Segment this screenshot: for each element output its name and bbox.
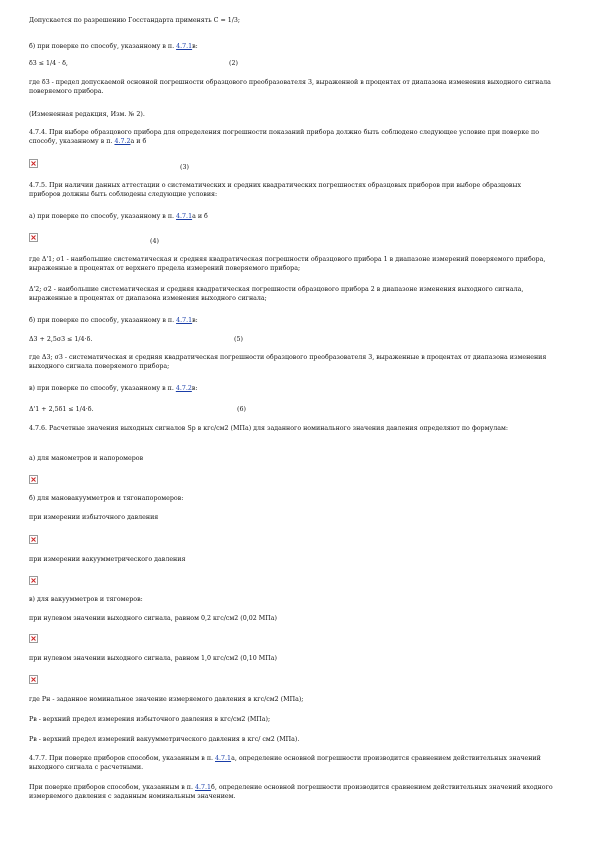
section-link[interactable]: 4.7.2: [114, 137, 131, 145]
text: в) при поверке по способу, указанному в п.: [29, 385, 176, 392]
paragraph-with-link: [29, 755, 554, 772]
paragraph-with-link: [29, 317, 554, 326]
equation-number: (5): [234, 336, 243, 343]
paragraph-with-link: [29, 385, 554, 394]
paragraph-with-link: [29, 784, 554, 801]
broken-image-icon: [29, 159, 38, 168]
broken-image-icon: [29, 535, 38, 544]
paragraph: где δЗ - предел допускаемой основной погрешности образцового преобразователя 3, выраженной в процентах от диапазона изменения выходного сигнала поверяемого прибора.: [29, 79, 551, 95]
text: 4.7.4. При выборе образцового прибора для определения погрешности показаний прибора должно быть соблюдено следующее условие при поверке по способу, указанному в п.: [29, 129, 539, 145]
paragraph: а) для манометров и напоромеров: [29, 455, 144, 462]
text: в:: [192, 43, 198, 50]
paragraph: где Pн - заданное номинальное значение измеряемого давления в кгс/см2 (МПа);: [29, 696, 304, 703]
paragraph: Pв - верхний предел измерения избыточного давления в кгс/см2 (МПа);: [29, 716, 271, 723]
equation-number: (6): [237, 406, 246, 413]
broken-image-icon: [29, 576, 38, 585]
section-link[interactable]: 4.7.1: [215, 755, 232, 762]
paragraph: при нулевом значении выходного сигнала, равном 1,0 кгс/см2 (0,10 МПа): [29, 655, 277, 662]
broken-image-icon: [29, 634, 38, 643]
paragraph: при измерении вакуумметрического давления: [29, 556, 186, 563]
section-link[interactable]: 4.7.1: [195, 784, 212, 791]
paragraph: Δ'2; σ2 - наибольшие систематическая и средняя квадратическая погрешности образцового прибора 2 в диапазоне изменения выходного сигнала, выраженные в процентах от диапазона изменения выходного сигнала;: [29, 286, 524, 302]
text: б) при поверке по способу, указанному в п.: [29, 43, 177, 50]
paragraph: где Δ3; σ3 - систематическая и средняя квадратическая погрешности образцового преобразователя 3, выраженные в процентах от диапазона изменения выходного сигнала поверяемого прибора;: [29, 354, 547, 370]
paragraph-with-link: [29, 213, 554, 222]
section-link[interactable]: 4.7.1: [176, 317, 193, 324]
equation-number: (4): [150, 238, 159, 245]
paragraph: при нулевом значении выходного сигнала, равном 0,2 кгс/см2 (0,02 МПа): [29, 615, 277, 622]
text: При поверке приборов способом, указанным в п.: [29, 784, 196, 791]
section-link[interactable]: 4.7.1: [176, 213, 193, 220]
paragraph-with-link: [29, 129, 554, 146]
broken-image-icon: [29, 475, 38, 484]
text: а) при поверке по способу, указанному в п.: [29, 213, 177, 220]
broken-image-icon: [29, 233, 38, 242]
text: 4.7.7. При поверке приборов способом, указанным в п.: [29, 755, 216, 762]
paragraph: Pв - верхний предел измерений вакуумметрического давления в кгс/ см2 (МПа).: [29, 736, 300, 743]
section-link[interactable]: 4.7.1: [176, 43, 193, 50]
text: а, определение основной погрешности производится сравнением действительных значений выходного сигнала с расчетными.: [29, 755, 541, 771]
amendment-note: (Измененная редакция, Изм. № 2).: [29, 111, 145, 118]
text: б, определение основной погрешности производится сравнением действительных значений входного измеряемого давления с заданным номинальным значением.: [29, 784, 553, 800]
text: б) при поверке по способу, указанному в п.: [29, 317, 177, 324]
equation-number: (2): [229, 60, 238, 67]
equation-5: Δ3 + 2,5σ3 ≤ 1/4·δ.: [29, 336, 93, 343]
paragraph: при измерении избыточного давления: [29, 514, 159, 521]
section-link[interactable]: 4.7.2: [175, 385, 192, 392]
text: в:: [192, 317, 198, 324]
paragraph: 4.7.5. При наличии данных аттестации о систематических и средних квадратических погрешностях образцовых приборов при выборе образцовых приборов должны быть соблюдены следующие условия:: [29, 182, 521, 198]
paragraph: в) для вакуумметров и тягомеров:: [29, 596, 143, 603]
paragraph: 4.7.6. Расчетные значения выходных сигналов Sp в кгс/см2 (МПа) для заданного номинального значения давления определяют по формулам:: [29, 425, 508, 432]
equation-number: (3): [180, 164, 189, 171]
text: в:: [191, 385, 198, 392]
paragraph: где Δ'1; σ1 - наибольшие систематическая и средняя квадратическая погрешности образцового прибора 1 в диапазоне измерений поверяемого прибора, выраженные в процентах от верхнего предела измерений поверяемого прибора;: [29, 256, 546, 272]
text: а и б: [130, 137, 147, 145]
broken-image-icon: [29, 675, 38, 684]
equation-2: δЗ ≤ 1/4 · δ,: [29, 60, 68, 67]
equation-6: Δ'1 + 2,5δ1 ≤ 1/4·δ.: [29, 406, 94, 413]
text: а и б: [192, 213, 208, 220]
paragraph-with-link: [29, 43, 554, 52]
paragraph: б) для мановакуумметров и тягонапоромеров:: [29, 495, 184, 502]
paragraph: Допускается по разрешению Госстандарта применять С = 1/3;: [29, 17, 240, 24]
